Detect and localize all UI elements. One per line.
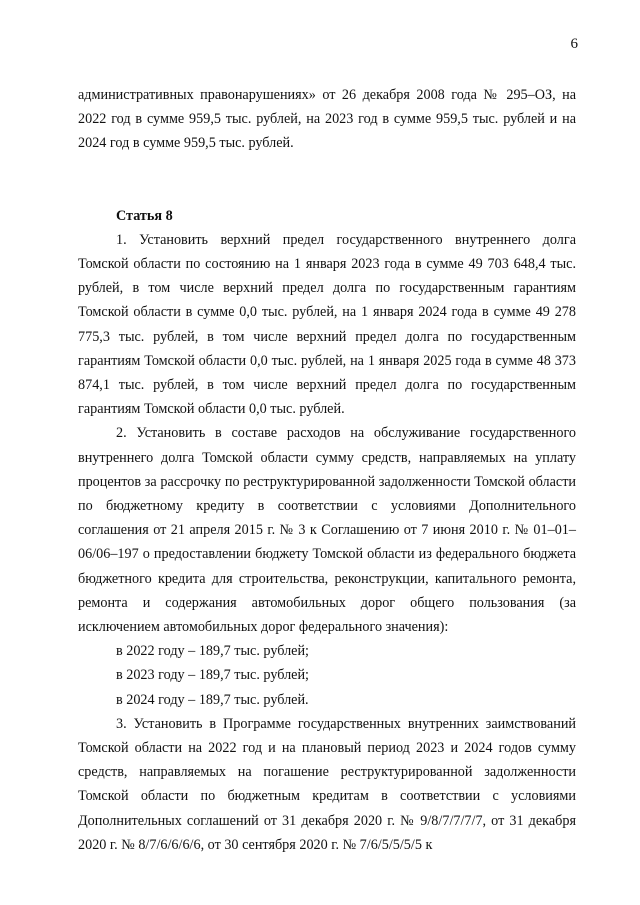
page-number: 6 (570, 36, 578, 52)
paragraph-2: 2. Установить в составе расходов на обслуживание государственного внутреннего долга Томской области сумму средств, направляемых на уплату процентов за рассрочку по реструктурированной задолженности Томской области по бюджетному кредиту в соответствии с условиями Дополнительного соглашения от 21 апреля 2015 г. № 3 к Соглашению от 7 июня 2010 г. № 01–01–06/06–197 о предоставлении бюджету Томской области из федерального бюджета бюджетного кредита для строительства, реконструкции, капитального ремонта, ремонта и содержания автомобильных дорог общего пользования (за исключением автомобильных дорог федерального значения): (78, 425, 576, 636)
intro-paragraph: административных правонарушениях» от 26 декабря 2008 года № 295–ОЗ, на 2022 год в сумме 959,5 тыс. рублей, на 2023 год в сумме 959,5 тыс. рублей и на 2024 год в сумме 959,5 тыс. рублей. (78, 87, 576, 152)
list-item-2024: в 2024 году – 189,7 тыс. рублей. (116, 691, 309, 708)
document-body (78, 83, 576, 857)
list-item-2023: в 2023 году – 189,7 тыс. рублей; (116, 667, 309, 684)
spacer (78, 156, 576, 180)
paragraph-1: 1. Установить верхний предел государственного внутреннего долга Томской области по состоянию на 1 января 2023 года в сумме 49 703 648,4 тыс. рублей, в том числе верхний предел долга по государственным гарантиям Томской области в сумме 0,0 тыс. рублей, на 1 января 2024 года в сумме 49 278 775,3 тыс. рублей, в том числе верхний предел долга по государственным гарантиям Томской области 0,0 тыс. рублей, на 1 января 2025 года в сумме 48 373 874,1 тыс. рублей, в том числе верхний предел долга по государственным гарантиям Томской области 0,0 тыс. рублей. (78, 231, 576, 418)
paragraph-3: 3. Установить в Программе государственных внутренних заимствований Томской области на 2022 год и на плановый период 2023 и 2024 годов сумму средств, направляемых на погашение реструктурированной задолженности Томской области по бюджетным кредитам в соответствии с условиями Дополнительных соглашений от 31 декабря 2020 г. № 9/8/7/7/7/7, от 31 декабря 2020 г. № 8/7/6/6/6/6, от 30 сентября 2020 г. № 7/6/5/5/5/5 к (78, 715, 576, 853)
article-heading: Статья 8 (116, 207, 173, 224)
list-item-2022: в 2022 году – 189,7 тыс. рублей; (116, 643, 309, 660)
